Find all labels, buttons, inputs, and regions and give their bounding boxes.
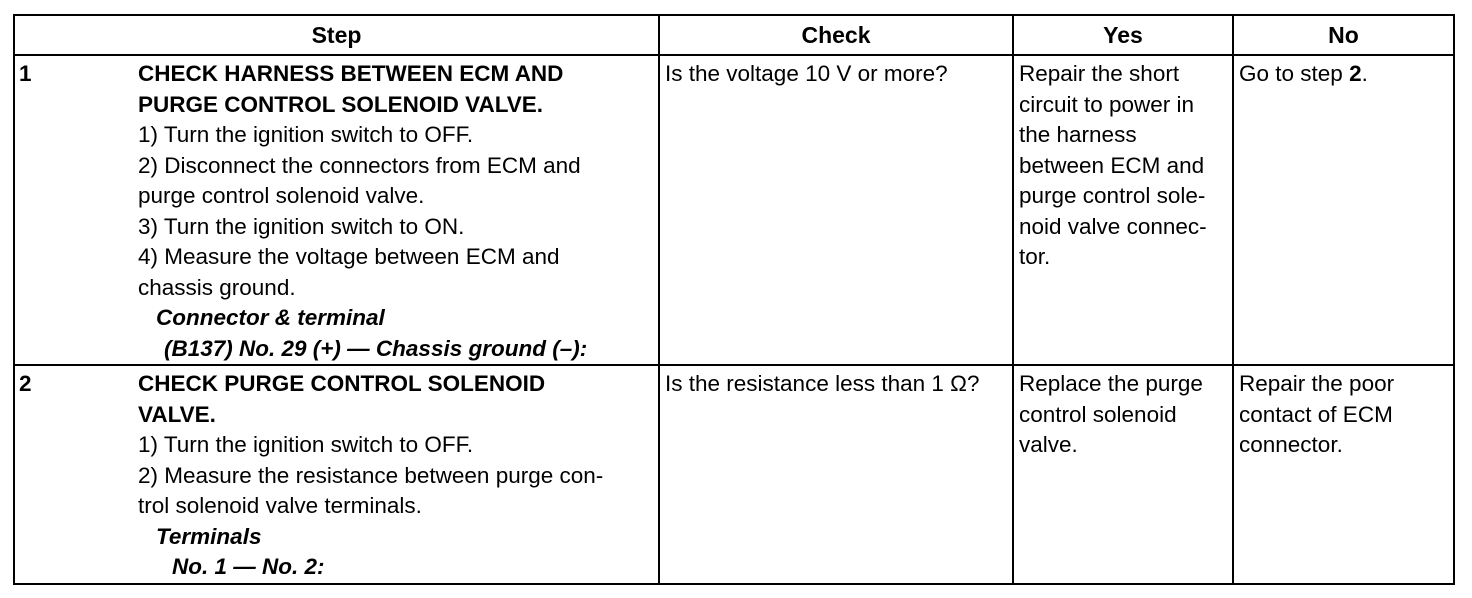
yes-text: [1014, 366, 1232, 461]
step-title-line: VALVE.: [138, 401, 216, 427]
yes-line: Repair the short: [1019, 61, 1180, 86]
no-text: [1234, 56, 1453, 90]
step-cell: [14, 365, 659, 584]
step-cell: [14, 55, 659, 365]
yes-line: between ECM and: [1019, 152, 1205, 178]
spec-value: No. 1 — No. 2:: [172, 554, 325, 579]
no-line: Repair the poor: [1239, 371, 1395, 396]
step-title-line: CHECK HARNESS BETWEEN ECM AND: [138, 61, 564, 86]
step-reference-link[interactable]: 2: [1349, 61, 1362, 86]
step-title-line: PURGE CONTROL SOLENOID VALVE.: [138, 91, 544, 117]
instruction-line: trol solenoid valve terminals.: [138, 493, 422, 518]
instruction-line: 1) Turn the ignition switch to OFF.: [138, 122, 474, 147]
yes-cell: [1013, 365, 1233, 584]
yes-line: control solenoid: [1019, 401, 1177, 427]
no-suffix: .: [1361, 61, 1368, 86]
header-step: Step: [14, 15, 659, 55]
instruction-line: chassis ground.: [138, 274, 296, 300]
step-body: [15, 366, 658, 583]
check-text: Is the resistance less than 1 Ω?: [665, 371, 980, 396]
header-yes: Yes: [1013, 15, 1233, 55]
diagnostic-table: [13, 14, 1455, 585]
step-number: 2: [19, 371, 32, 396]
yes-line: noid valve connec-: [1019, 213, 1207, 239]
table-row: [14, 55, 1454, 365]
step-number: 1: [19, 61, 32, 86]
instruction-line: 3) Turn the ignition switch to ON.: [138, 213, 465, 239]
step-title-line: CHECK PURGE CONTROL SOLENOID: [138, 371, 546, 396]
header-no: No: [1233, 15, 1454, 55]
yes-line: the harness: [1019, 122, 1137, 147]
check-cell: [659, 365, 1013, 584]
yes-line: tor.: [1019, 244, 1051, 269]
yes-line: circuit to power in: [1019, 91, 1195, 117]
diagnostic-table-sheet: [13, 14, 1453, 585]
no-cell: [1233, 365, 1454, 584]
spec-value: (B137) No. 29 (+) — Chassis ground (–):: [164, 335, 588, 361]
no-prefix: Go to step: [1239, 61, 1350, 86]
yes-cell: [1013, 55, 1233, 365]
table-row: [14, 365, 1454, 584]
header-row: [14, 15, 1454, 55]
instruction-line: 4) Measure the voltage between ECM and: [138, 244, 560, 269]
yes-line: Replace the purge: [1019, 371, 1203, 396]
header-check: Check: [659, 15, 1013, 55]
instruction-line: 1) Turn the ignition switch to OFF.: [138, 432, 474, 457]
yes-text: [1014, 56, 1232, 273]
no-line: contact of ECM: [1239, 401, 1393, 427]
no-text: [1234, 366, 1453, 461]
instruction-line: 2) Measure the resistance between purge con-: [138, 462, 604, 488]
spec-label: Terminals: [156, 523, 262, 549]
check-text: Is the voltage 10 V or more?: [665, 61, 948, 86]
step-body: [15, 56, 658, 364]
instruction-line: purge control solenoid valve.: [138, 183, 425, 208]
yes-line: purge control sole-: [1019, 183, 1206, 208]
no-line: connector.: [1239, 432, 1343, 457]
no-cell: [1233, 55, 1454, 365]
yes-line: valve.: [1019, 432, 1078, 457]
instruction-line: 2) Disconnect the connectors from ECM and: [138, 152, 581, 178]
spec-label: Connector & terminal: [156, 305, 385, 330]
check-cell: [659, 55, 1013, 365]
